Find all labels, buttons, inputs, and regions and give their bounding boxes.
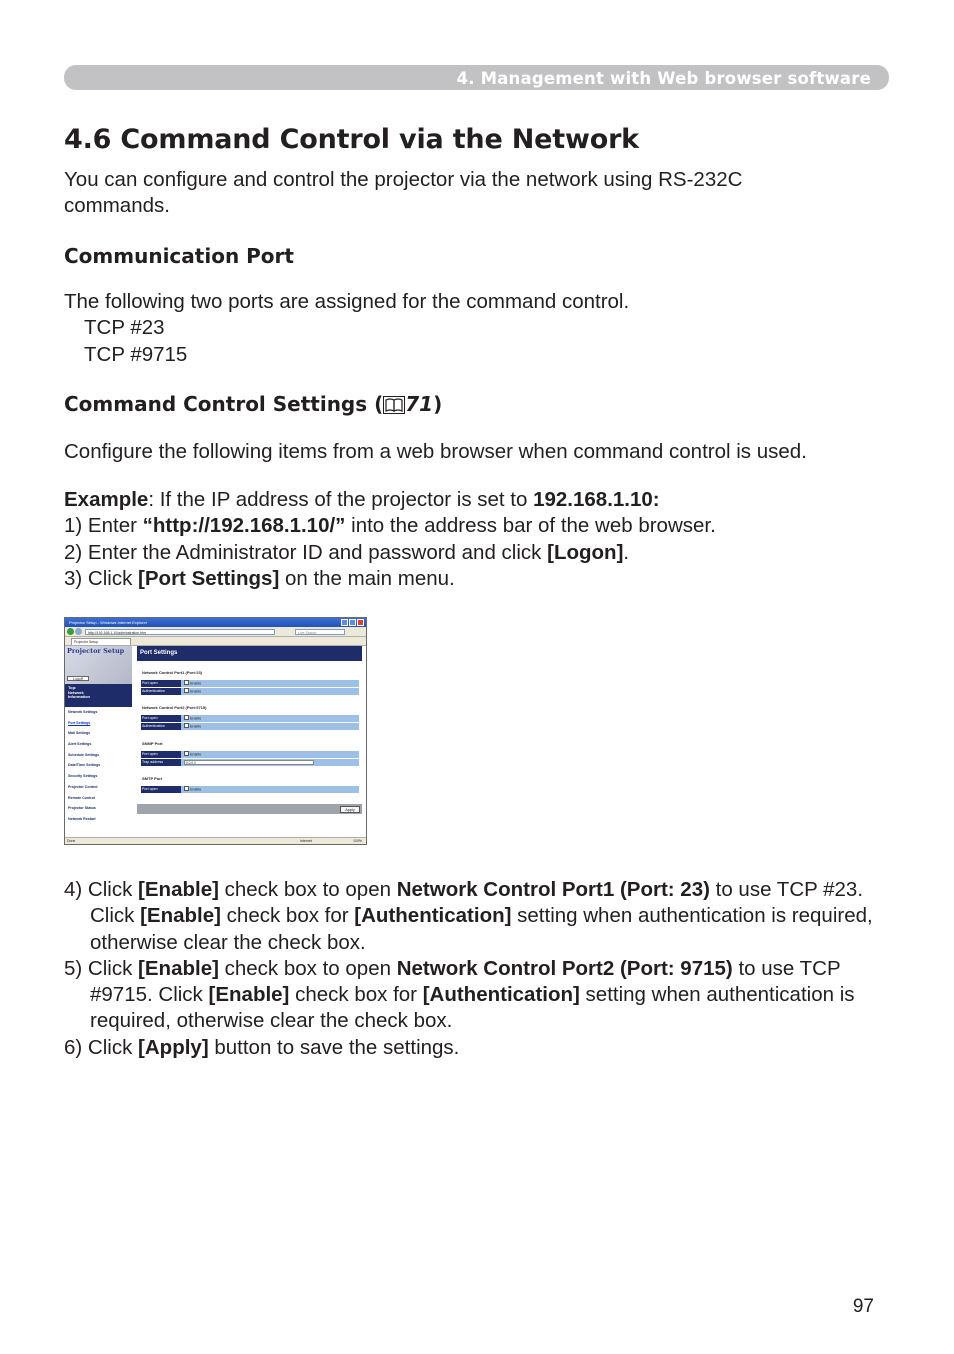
row-port1-authentication: Authentication Enable <box>141 688 359 695</box>
sidebar-item-alert-settings[interactable]: Alert Settings <box>68 742 92 747</box>
port-settings-title: Port Settings <box>137 646 362 661</box>
sidebar-item-security-settings[interactable]: Security Settings <box>68 774 98 779</box>
intro-line-1: You can configure and control the projector via the network using RS-232C <box>64 168 743 191</box>
settings-text: Configure the following items from a web browser when command control is used. <box>64 440 807 463</box>
apply-button[interactable]: Apply <box>340 806 360 813</box>
browser-address-bar <box>65 627 366 637</box>
status-text: Done <box>67 839 76 843</box>
step-6: 6) Click [Apply] button to save the settings. <box>64 1035 460 1059</box>
section-smtp-port: SMTP Port <box>142 776 163 781</box>
sidebar-item-projector-control[interactable]: Projector Control <box>68 784 98 789</box>
sidebar-item-remote-control[interactable]: Remote Control <box>68 795 95 800</box>
checkbox-icon <box>184 680 189 685</box>
section-network-control-port1: Network Control Port1 (Port:23) <box>142 670 203 675</box>
smtp-enable-checkbox[interactable]: Enable <box>184 786 201 793</box>
status-zoom[interactable]: 100% <box>353 839 362 843</box>
logo-banner <box>65 646 132 684</box>
checkbox-icon <box>184 723 189 728</box>
sidebar-item-schedule-settings[interactable]: Schedule Settings <box>68 752 100 757</box>
header-bar <box>64 65 889 90</box>
port1-enable-checkbox[interactable]: Enable <box>184 680 201 687</box>
command-control-settings-heading <box>64 392 442 416</box>
book-reference-icon <box>383 396 405 414</box>
browser-window-title: Projector Setup - Windows Internet Explorer <box>69 620 148 625</box>
step-3: 3) Click [Port Settings] on the main menu. <box>64 566 455 590</box>
browser-content <box>65 646 366 838</box>
checkbox-icon <box>184 715 189 720</box>
row-snmp-trap-address: Trap address 0.0.0.0 <box>141 759 359 766</box>
sidebar-item-projector-status[interactable]: Projector Status <box>68 806 96 811</box>
section-network-control-port2: Network Control Port2 (Port:9715) <box>142 705 207 710</box>
trap-address-input[interactable]: 0.0.0.0 <box>184 760 314 765</box>
sidebar-item-date-time-settings[interactable]: Date/Time Settings <box>68 763 101 768</box>
sidebar-menu <box>65 707 132 825</box>
port-tcp-23: TCP #23 <box>84 316 165 340</box>
back-icon[interactable] <box>67 628 74 635</box>
logoff-button[interactable]: Logoff <box>67 676 89 681</box>
communication-port-heading: Communication Port <box>64 244 294 268</box>
search-input[interactable]: Live Search <box>295 629 345 635</box>
sidebar-top-network-information[interactable]: Top: Network Information <box>65 684 132 707</box>
intro-line-2: commands. <box>64 194 170 218</box>
browser-tab-bar <box>65 637 366 646</box>
steps-continued <box>64 877 884 1061</box>
status-zone: Internet <box>300 839 312 843</box>
port2-enable-checkbox[interactable]: Enable <box>184 715 201 722</box>
browser-tab[interactable]: Projector Setup <box>71 638 131 645</box>
close-icon[interactable] <box>357 619 364 626</box>
port-settings-panel <box>137 646 362 838</box>
example-ip: 192.168.1.10: <box>533 488 660 511</box>
step-1: 1) Enter “http://192.168.1.10/” into the address bar of the web browser. <box>64 514 716 538</box>
sidebar-item-network-restart[interactable]: Network Restart <box>68 816 96 821</box>
step-2: 2) Enter the Administrator ID and password and click [Logon]. <box>64 540 630 564</box>
maximize-icon[interactable] <box>349 619 356 626</box>
port-settings-screenshot <box>64 617 367 845</box>
row-port2-authentication: Authentication Enable <box>141 723 359 730</box>
step-4: 4) Click [Enable] check box to open Network Control Port1 (Port: 23) to use TCP #23. Click [Enable] check box for [Authentication] setting when authentication is required, otherwise clear the check box. <box>64 878 873 954</box>
page-title: 4.6 Command Control via the Network <box>64 124 639 155</box>
window-buttons <box>341 619 364 626</box>
row-port1-port-open: Port open Enable <box>141 680 359 687</box>
sidebar <box>65 646 132 838</box>
example-label: Example <box>64 488 149 511</box>
settings-heading-suffix: ) <box>433 392 443 416</box>
forward-icon[interactable] <box>75 628 82 635</box>
minimize-icon[interactable] <box>341 619 348 626</box>
address-input[interactable]: http://192.168.1.10/adminstration.htm <box>85 629 275 635</box>
port1-auth-checkbox[interactable]: Enable <box>184 688 201 695</box>
ports-intro: The following two ports are assigned for the command control. <box>64 290 630 313</box>
intro-paragraph <box>64 167 904 220</box>
section-label: 4. Management with Web browser software <box>456 69 871 88</box>
row-smtp-port-open: Port open Enable <box>141 786 359 793</box>
checkbox-icon <box>184 786 189 791</box>
settings-heading-prefix: Command Control Settings ( <box>64 392 384 416</box>
checkbox-icon <box>184 688 189 693</box>
browser-status-bar <box>65 837 366 844</box>
row-snmp-port-open: Port open Enable <box>141 751 359 758</box>
snmp-enable-checkbox[interactable]: Enable <box>184 751 201 758</box>
example-block <box>64 487 904 592</box>
apply-bar <box>137 804 362 814</box>
settings-ref-page[interactable]: 71 <box>405 392 434 416</box>
logo-text: Projector Setup <box>67 647 125 655</box>
port2-auth-checkbox[interactable]: Enable <box>184 723 201 730</box>
sidebar-item-mail-settings[interactable]: Mail Settings <box>68 731 91 736</box>
communication-port-text <box>64 289 904 368</box>
sidebar-item-network-settings[interactable]: Network Settings <box>68 710 98 714</box>
checkbox-icon <box>184 751 189 756</box>
browser-title-bar <box>65 618 366 627</box>
step-5: 5) Click [Enable] check box to open Network Control Port2 (Port: 9715) to use TCP #9715. Click [Enable] check box for [Authentication] setting when authentication is required, otherwise clear the check box. <box>64 956 855 1033</box>
sidebar-item-port-settings[interactable]: Port Settings <box>68 720 91 725</box>
row-port2-port-open: Port open Enable <box>141 715 359 722</box>
section-snmp-port: SNMP Port <box>142 741 163 746</box>
port-tcp-9715: TCP #9715 <box>84 342 188 366</box>
page-number: 97 <box>852 1296 874 1317</box>
example-text: : If the IP address of the projector is set to <box>148 488 534 511</box>
